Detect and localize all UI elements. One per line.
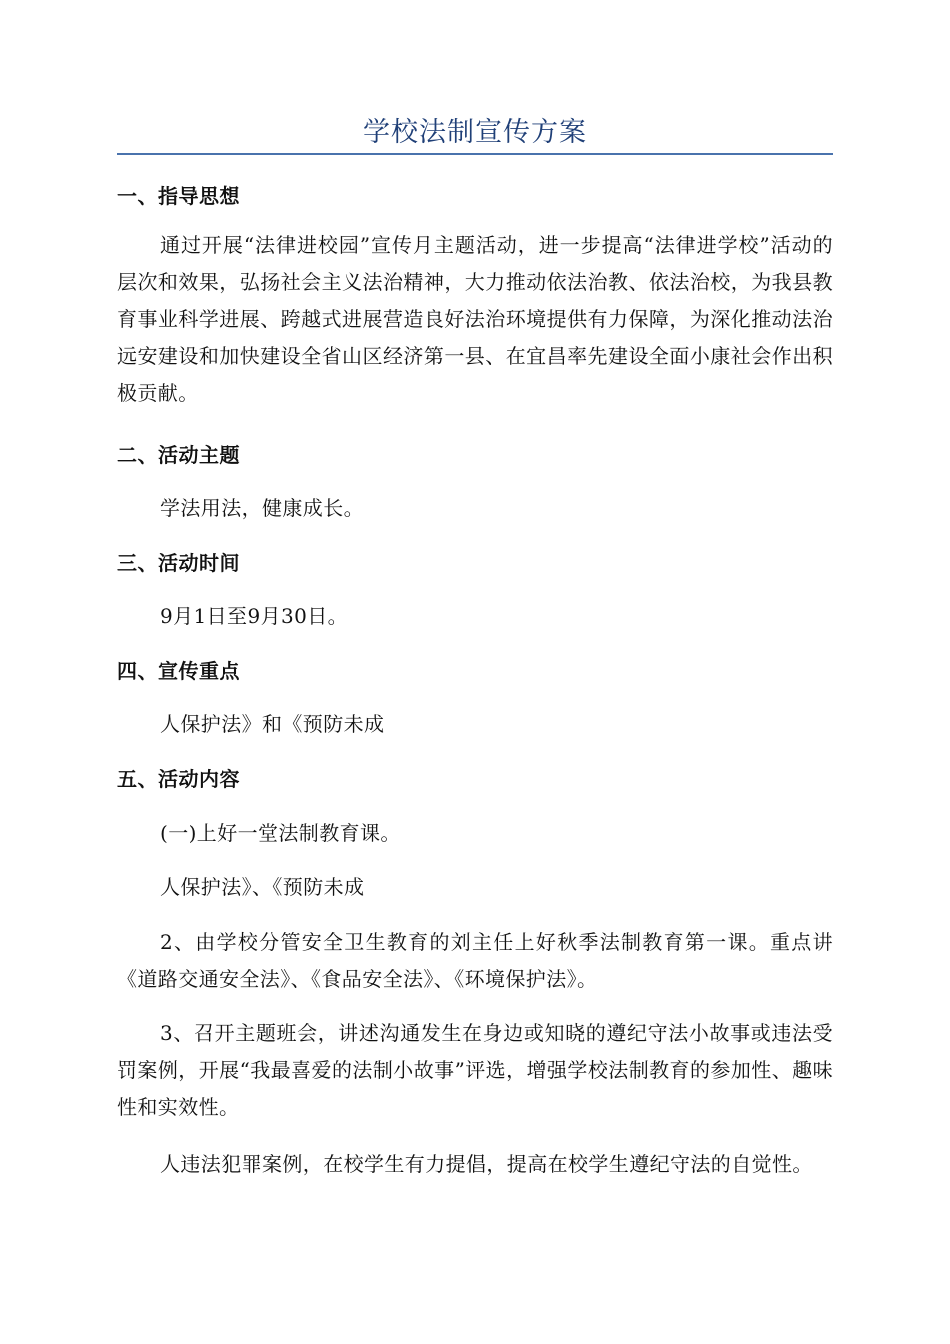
section-heading-publicity-focus: 四、宣传重点 bbox=[117, 659, 240, 683]
paragraph-activity-theme: 学法用法，健康成长。 bbox=[160, 496, 364, 520]
document-title: 学校法制宣传方案 bbox=[363, 117, 587, 148]
section-heading-activity-theme: 二、活动主题 bbox=[117, 443, 240, 467]
paragraph-content-item-2: 2、由学校分管安全卫生教育的刘主任上好秋季法制教育第一课。重点讲《道路交通安全法》、《食品安全法》、《环境保护法》。 bbox=[117, 930, 833, 991]
paragraph-content-item-1: (一)上好一堂法制教育课。 bbox=[160, 821, 401, 845]
paragraph-content-fragment: 人保护法》、《预防未成 bbox=[160, 875, 365, 899]
section-heading-activity-time: 三、活动时间 bbox=[117, 551, 240, 575]
paragraph-content-item-3: 3、召开主题班会，讲述沟通发生在身边或知晓的遵纪守法小故事或违法受罚案例，开展“我最喜爱的法制小故事”评选，增强学校法制教育的参加性、趣味性和实效性。 bbox=[117, 1021, 833, 1119]
document-page bbox=[117, 0, 833, 1344]
paragraph-publicity-focus: 人保护法》和《预防未成 bbox=[160, 712, 385, 736]
paragraph-content-item-4: 人违法犯罪案例，在校学生有力提倡，提高在校学生遵纪守法的自觉性。 bbox=[160, 1152, 813, 1176]
title-underline bbox=[117, 153, 833, 155]
paragraph-guiding-ideology: 通过开展“法律进校园”宣传月主题活动，进一步提高“法律进学校”活动的层次和效果，弘扬社会主义法治精神，大力推动依法治教、依法治校，为我县教育事业科学进展、跨越式进展营造良好法治环境提供有力保障，为深化推动法治远安建设和加快建设全省山区经济第一县、在宜昌率先建设全面小康社会作出积极贡献。 bbox=[117, 233, 833, 405]
section-heading-guiding-ideology: 一、指导思想 bbox=[117, 184, 240, 208]
paragraph-activity-time: 9月1日至9月30日。 bbox=[160, 604, 349, 628]
section-heading-activity-content: 五、活动内容 bbox=[117, 767, 240, 791]
